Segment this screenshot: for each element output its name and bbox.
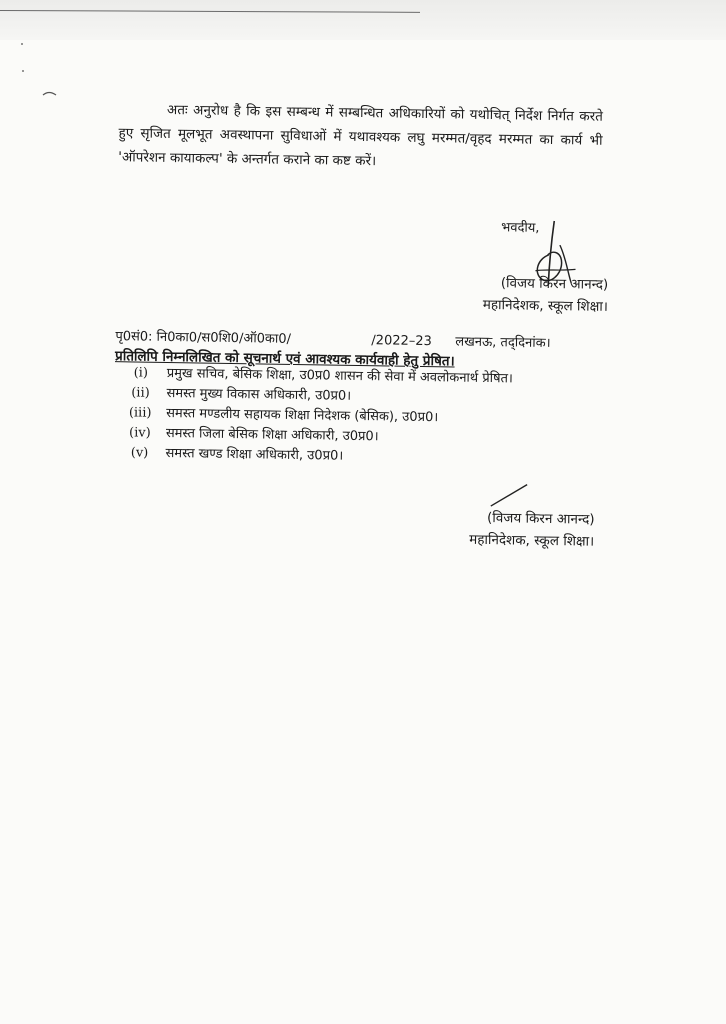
reference-year: /2022–23 <box>371 333 432 350</box>
list-item-number: (iv) <box>128 425 151 441</box>
footer-signatory-name: (विजय किरन आनन्द) <box>486 510 595 528</box>
signatory-name: (विजय किरन आनन्द) <box>500 275 609 293</box>
list-item-number: (i) <box>133 365 149 381</box>
copy-to-list <box>113 363 595 471</box>
list-item-text: समस्त मुख्य विकास अधिकारी, उ0प्र0। <box>166 385 352 404</box>
list-item-text: प्रमुख सचिव, बेसिक शिक्षा, उ0प्र0 शासन की सेवा में अवलोकनार्थ प्रेषित। <box>166 365 514 387</box>
list-item-text: समस्त मण्डलीय सहायक शिक्षा निदेशक (बेसिक), उ0प्र0। <box>166 405 439 426</box>
signatory-designation: महानिदेशक, स्कूल शिक्षा। <box>482 296 609 315</box>
list-item-number: (ii) <box>131 385 150 401</box>
copy-to-heading: प्रतिलिपि निम्नलिखित को सूचनार्थ एवं आवश्यक कार्यवाही हेतु प्रेषित। <box>114 348 455 370</box>
signature-block <box>440 271 609 318</box>
footer-signature-block <box>426 506 595 553</box>
footer-signatory-designation: महानिदेशक, स्कूल शिक्षा। <box>469 531 595 550</box>
request-paragraph: अतः अनुरोध है कि इस सम्बन्ध में सम्बन्धित अधिकारियों को यथोचित् निर्देश निर्गत करते हुए सृजित मूलभूत अवस्थापना सुविधाओं में यथावश्यक लघु मरम्मत/वृहद मरम्मत का कार्य भी 'ऑपरेशन कायाकल्प' के अन्तर्गत कराने का कष्ट करें। <box>118 101 604 170</box>
list-item-number: (iii) <box>128 405 152 421</box>
list-item-text: समस्त जिला बेसिक शिक्षा अधिकारी, उ0प्र0। <box>165 425 379 445</box>
reference-number: पृ0सं0: नि0का0/स0शि0/ऑ0का0/ <box>115 329 292 347</box>
salutation: भवदीय, <box>501 220 540 236</box>
place-date: लखनऊ, तद्‌दिनांक। <box>455 334 551 351</box>
initial-stroke <box>487 480 532 511</box>
list-item-text: समस्त खण्ड शिक्षा अधिकारी, उ0प्र0। <box>165 445 344 464</box>
list-item-number: (v) <box>130 445 149 461</box>
